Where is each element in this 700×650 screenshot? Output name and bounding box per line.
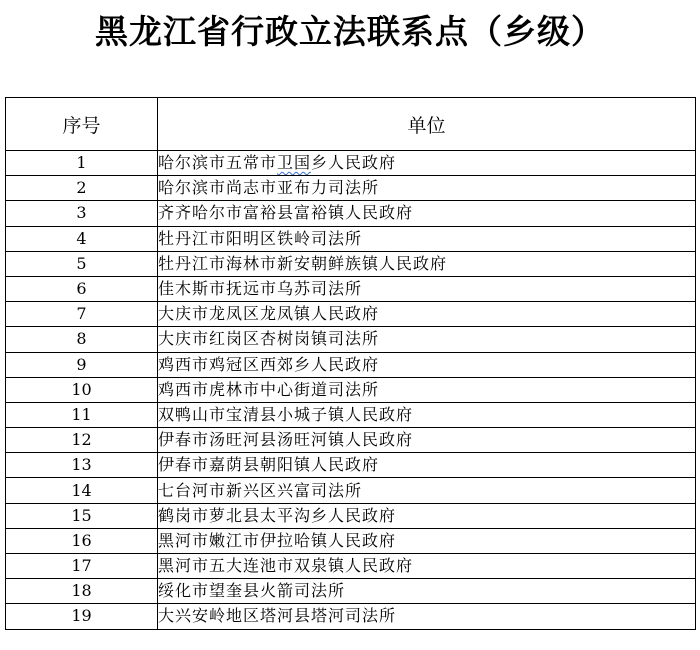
table-row — [6, 352, 696, 377]
seq-cell: 4 — [6, 226, 158, 251]
unit-cell: 双鸭山市宝清县小城子镇人民政府 — [158, 402, 696, 427]
unit-cell: 大庆市红岗区杏树岗镇司法所 — [158, 327, 696, 352]
seq-cell: 5 — [6, 251, 158, 276]
spellcheck-underline: 卫国 — [277, 153, 312, 173]
contact-points-table — [5, 97, 696, 630]
unit-cell: 绥化市望奎县火箭司法所 — [158, 579, 696, 604]
unit-cell: 齐齐哈尔市富裕县富裕镇人民政府 — [158, 201, 696, 226]
seq-cell: 15 — [6, 503, 158, 528]
seq-cell: 19 — [6, 604, 158, 629]
table-row — [6, 453, 696, 478]
seq-cell: 16 — [6, 528, 158, 553]
table-row — [6, 554, 696, 579]
unit-cell: 鸡西市虎林市中心街道司法所 — [158, 377, 696, 402]
unit-cell: 鹤岗市萝北县太平沟乡人民政府 — [158, 503, 696, 528]
header-unit: 单位 — [158, 98, 696, 151]
seq-cell: 7 — [6, 302, 158, 327]
table-header-row — [6, 98, 696, 151]
table-row — [6, 579, 696, 604]
table-row — [6, 251, 696, 276]
table-row — [6, 176, 696, 201]
seq-cell: 13 — [6, 453, 158, 478]
table-row — [6, 604, 696, 629]
table-row — [6, 226, 696, 251]
table-row — [6, 478, 696, 503]
seq-cell: 3 — [6, 201, 158, 226]
unit-cell: 哈尔滨市尚志市亚布力司法所 — [158, 176, 696, 201]
table-body — [6, 151, 696, 630]
seq-cell: 18 — [6, 579, 158, 604]
unit-cell: 黑河市五大连池市双泉镇人民政府 — [158, 554, 696, 579]
seq-cell: 8 — [6, 327, 158, 352]
unit-cell: 哈尔滨市五常市卫国乡人民政府 — [158, 151, 696, 176]
seq-cell: 14 — [6, 478, 158, 503]
table-row — [6, 503, 696, 528]
unit-cell: 牡丹江市阳明区铁岭司法所 — [158, 226, 696, 251]
unit-cell: 牡丹江市海林市新安朝鲜族镇人民政府 — [158, 251, 696, 276]
seq-cell: 9 — [6, 352, 158, 377]
seq-cell: 2 — [6, 176, 158, 201]
table-row — [6, 327, 696, 352]
unit-cell: 伊春市嘉荫县朝阳镇人民政府 — [158, 453, 696, 478]
header-seq: 序号 — [6, 98, 158, 151]
page-title: 黑龙江省行政立法联系点（乡级） — [95, 12, 605, 51]
table-row — [6, 276, 696, 301]
table-row — [6, 528, 696, 553]
unit-cell: 七台河市新兴区兴富司法所 — [158, 478, 696, 503]
seq-cell: 6 — [6, 276, 158, 301]
table-row — [6, 377, 696, 402]
seq-cell: 11 — [6, 402, 158, 427]
table-row — [6, 428, 696, 453]
seq-cell: 17 — [6, 554, 158, 579]
table-row — [6, 402, 696, 427]
seq-cell: 1 — [6, 151, 158, 176]
unit-cell: 大兴安岭地区塔河县塔河司法所 — [158, 604, 696, 629]
seq-cell: 12 — [6, 428, 158, 453]
table-row — [6, 302, 696, 327]
table-row — [6, 201, 696, 226]
unit-cell: 佳木斯市抚远市乌苏司法所 — [158, 276, 696, 301]
seq-cell: 10 — [6, 377, 158, 402]
table-row — [6, 151, 696, 176]
unit-cell: 大庆市龙凤区龙凤镇人民政府 — [158, 302, 696, 327]
unit-cell: 鸡西市鸡冠区西郊乡人民政府 — [158, 352, 696, 377]
unit-cell: 伊春市汤旺河县汤旺河镇人民政府 — [158, 428, 696, 453]
unit-cell: 黑河市嫩江市伊拉哈镇人民政府 — [158, 528, 696, 553]
